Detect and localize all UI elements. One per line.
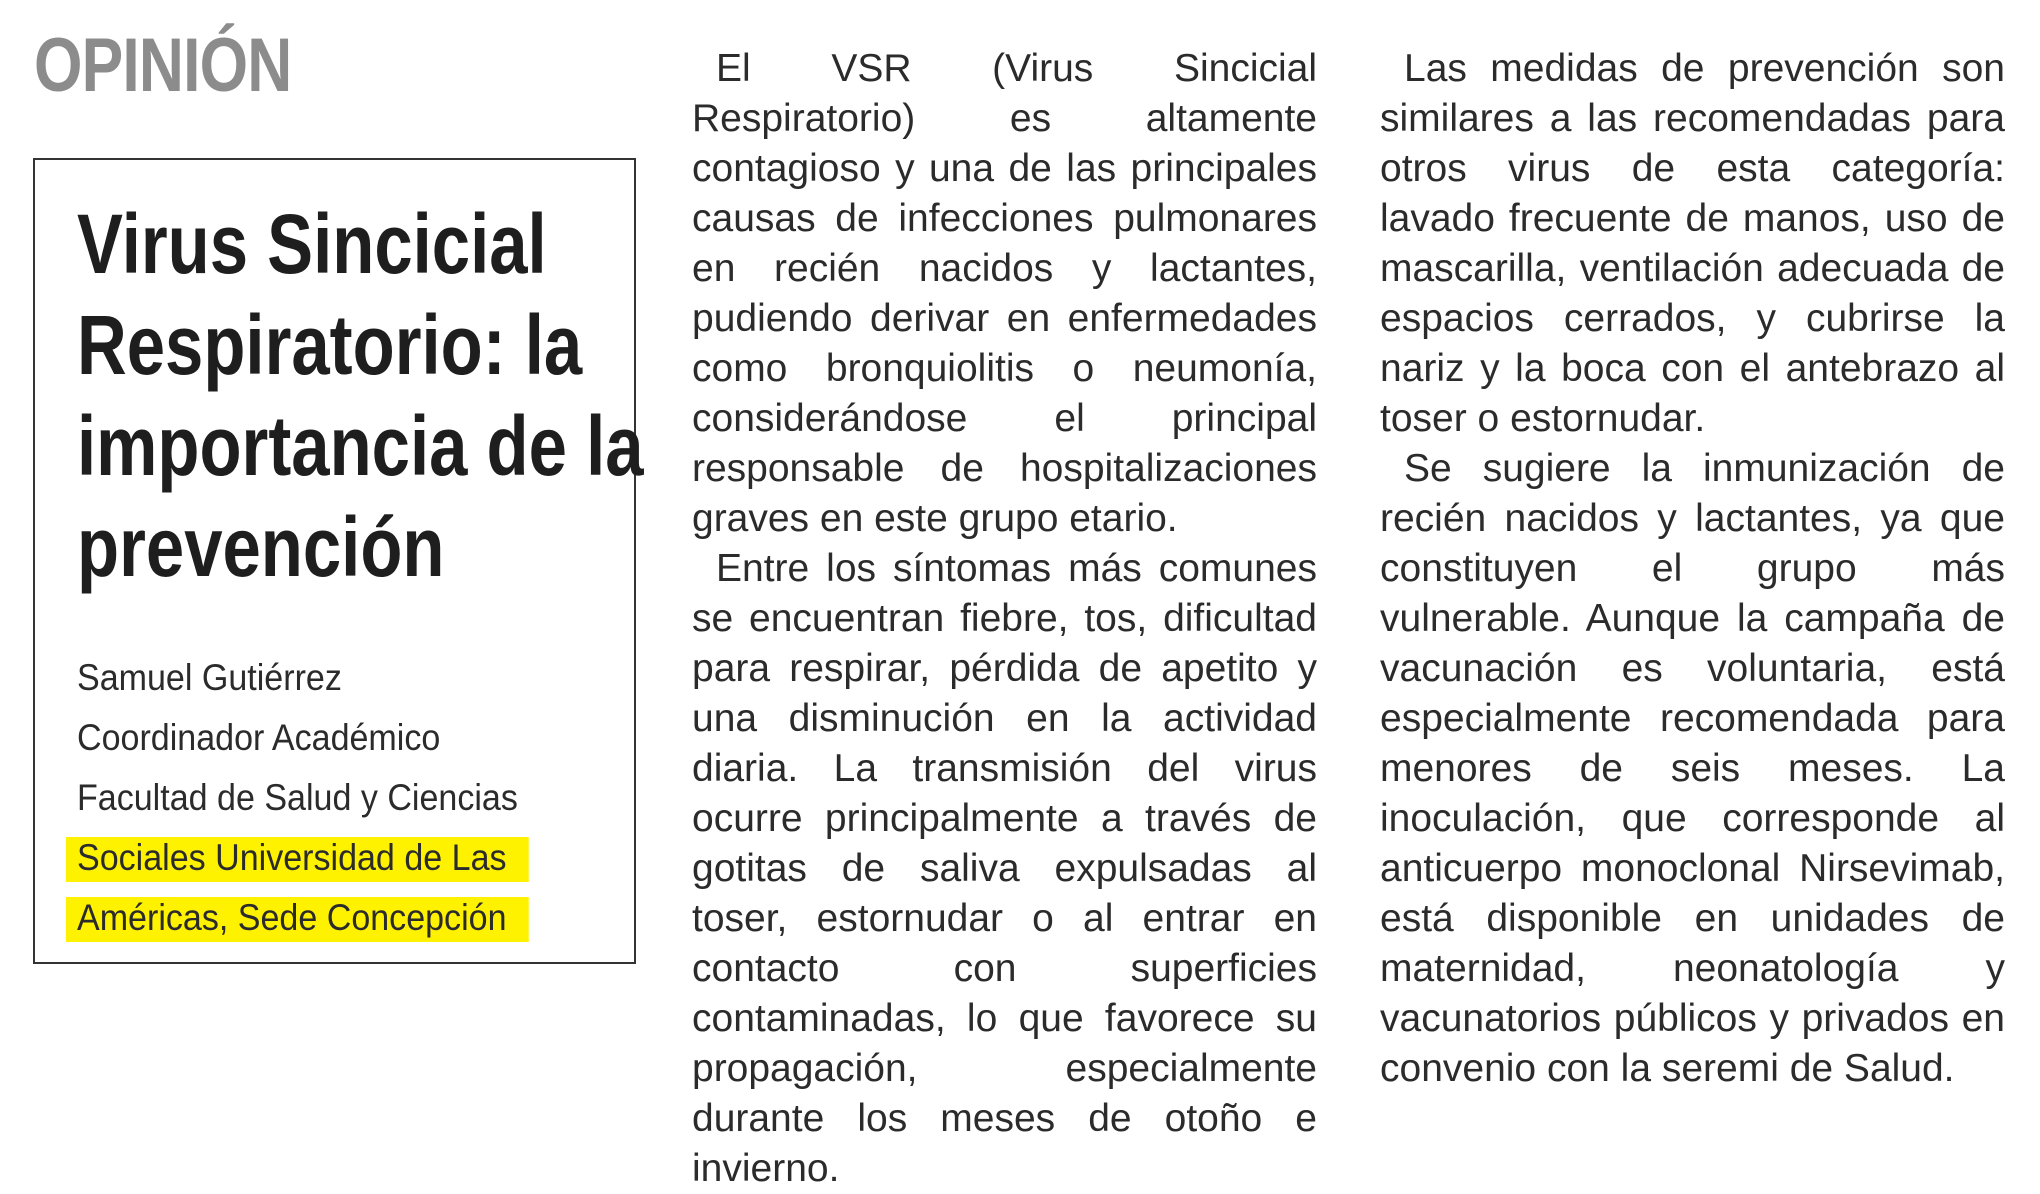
author-affiliation-line3-highlighted: Américas, Sede Concepción: [66, 897, 529, 942]
article-column-1: [692, 44, 1317, 1194]
paragraph: Entre los síntomas más comunes se encuentran fiebre, tos, dificultad para respirar, pérdida de apetito y una disminución en la actividad diaria. La transmisión del virus ocurre principalmente a través de gotitas de saliva expulsadas al toser, estornudar o al entrar en contacto con superficies contaminadas, lo que favorece su propagación, especialmente durante los meses de otoño e invierno.: [692, 547, 1317, 1190]
paragraph: Se sugiere la inmunización de recién nacidos y lactantes, ya que constituyen el grupo más vulnerable. Aunque la campaña de vacunación es voluntaria, está especialmente recomendada para menores de seis meses. La inoculación, que corresponde al anticuerpo monoclonal Nirsevimab, está disponible en unidades de maternidad, neonatología y vacunatorios públicos y privados en convenio con la seremi de Salud.: [1380, 447, 2005, 1090]
author-block: [77, 648, 574, 948]
author-name: Samuel Gutiérrez: [77, 657, 342, 698]
author-role: Coordinador Académico: [77, 717, 441, 758]
headline-box: [33, 158, 644, 964]
author-affiliation-line1: Facultad de Salud y Ciencias: [77, 777, 518, 818]
paragraph: El VSR (Virus Sincicial Respiratorio) es altamente contagioso y una de las principales causas de infecciones pulmonares en recién nacidos y lactantes, pudiendo derivar en enfermedades como bronquiolitis o neumonía, considerándose el principal responsable de hospitalizaciones graves en este grupo etario.: [692, 47, 1317, 540]
headline: Virus Sincicial Respiratorio: la importancia de la prevención: [77, 197, 644, 594]
article-column-2: [1380, 44, 2005, 1094]
author-affiliation-line2-highlighted: Sociales Universidad de Las: [66, 837, 529, 882]
section-label: OPINIÓN: [34, 23, 292, 108]
paragraph: Las medidas de prevención son similares a las recomendadas para otros virus de esta categoría: lavado frecuente de manos, uso de mascarilla, ventilación adecuada de espacios cerrados, y cubrirse la nariz y la boca con el antebrazo al toser o estornudar.: [1380, 47, 2005, 440]
